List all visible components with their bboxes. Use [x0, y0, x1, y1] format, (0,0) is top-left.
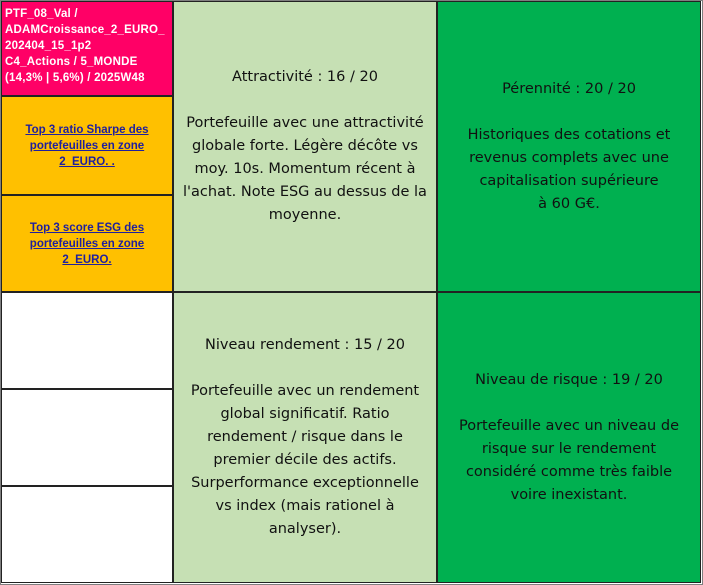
- rendement-card: [173, 292, 437, 583]
- perennite-title: Pérennité : 20 / 20: [502, 80, 636, 97]
- portfolio-identifier: PTF_08_Val / ADAMCroissance_2_EURO_ 202404_15_1p2 C4_Actions / 5_MONDE (14,3% | 5,6%) / 2025W48: [5, 8, 165, 84]
- rendement-description: Portefeuille avec un rendement global significatif. Ratio rendement / risque dans le premier décile des actifs. Surperformance exceptionnelle vs index (mais rationel à analyser).: [190, 383, 420, 537]
- attractivite-description: Portefeuille avec une attractivité globale forte. Légère décôte vs moy. 10s. Momentum récent à l'achat. Note ESG au dessus de la moyenne.: [183, 115, 427, 223]
- portfolio-identifier-cell: [1, 1, 173, 96]
- empty-cell-2: [1, 389, 173, 486]
- risque-card: [437, 292, 701, 583]
- esg-badge: [1, 195, 173, 292]
- perennite-card: [437, 1, 701, 292]
- rendement-title: Niveau rendement : 15 / 20: [205, 337, 405, 353]
- attractivite-title: Attractivité : 16 / 20: [232, 69, 378, 85]
- empty-cell-3: [1, 486, 173, 583]
- sharpe-badge-text: Top 3 ratio Sharpe des portefeuilles en zone 2_EURO. .: [25, 123, 149, 168]
- risque-description: Portefeuille avec un niveau de risque sur le rendement considéré comme très faible voire inexistant.: [459, 417, 679, 503]
- esg-badge-text: Top 3 score ESG des portefeuilles en zone 2_EURO.: [29, 221, 145, 266]
- perennite-description: Historiques des cotations et revenus complets avec une capitalisation supérieure à 60 G€.: [467, 126, 671, 212]
- empty-cell-1: [1, 292, 173, 389]
- sharpe-badge: [1, 96, 173, 195]
- attractivite-card: [173, 1, 437, 292]
- risque-title: Niveau de risque : 19 / 20: [475, 371, 663, 388]
